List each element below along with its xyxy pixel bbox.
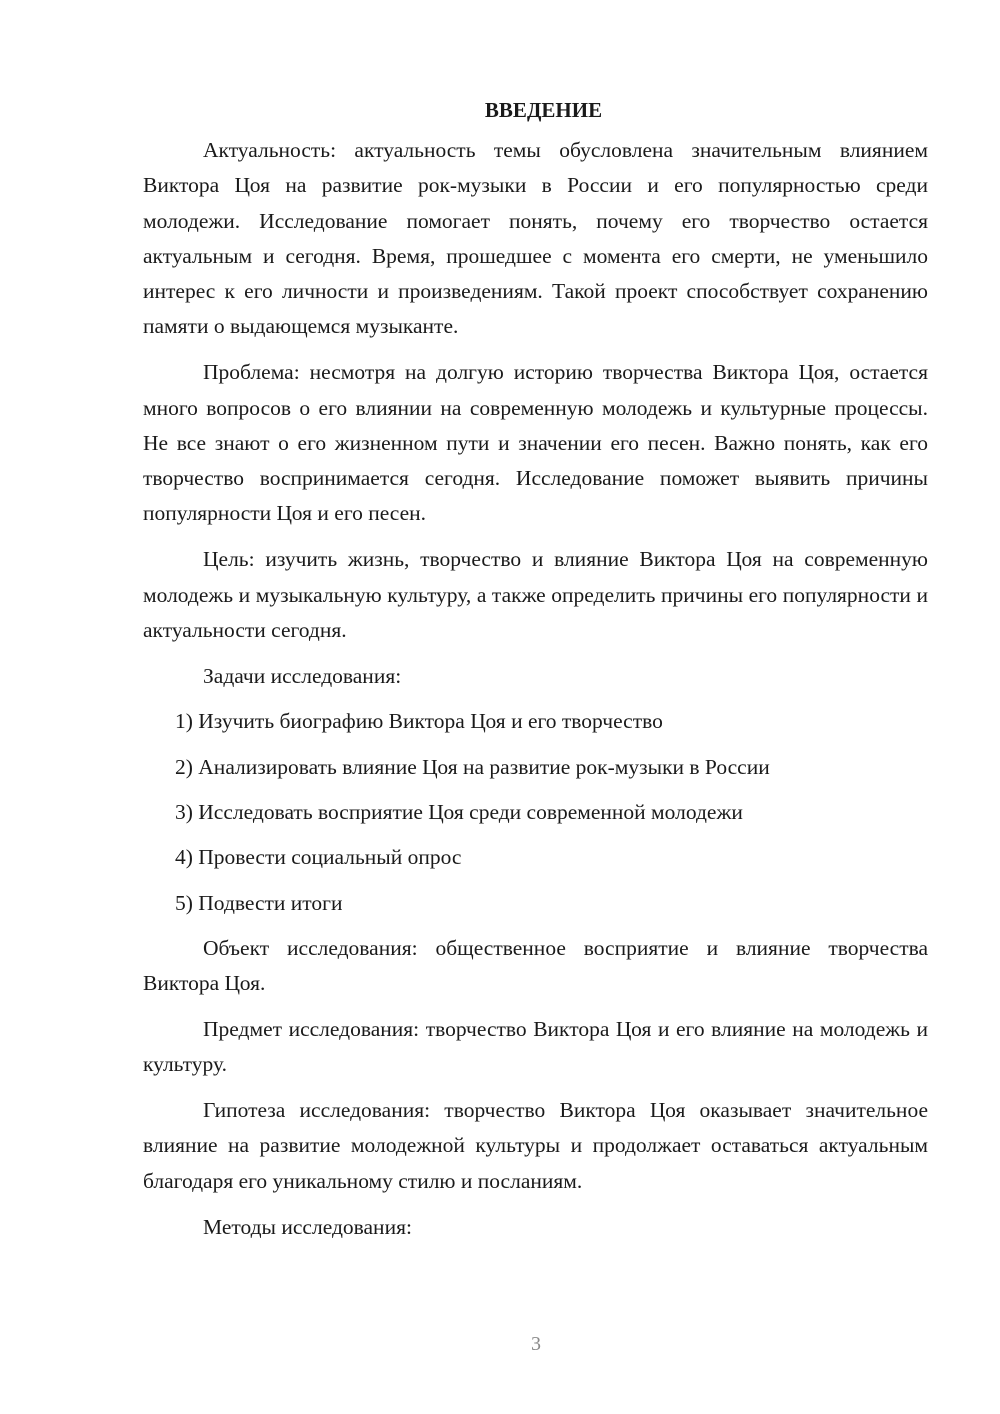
hypothesis-paragraph: Гипотеза исследования: творчество Виктора Цоя оказывает значительное влияние на развитие молодежной культуры и продолжает оставаться актуальным благодаря его уникальному стилю и посланиям.: [143, 1098, 928, 1193]
page-number: 3: [531, 1333, 541, 1355]
methods-paragraph: Методы исследования:: [203, 1214, 412, 1239]
page-title: ВВЕДЕНИЕ: [484, 98, 603, 122]
list-item: 5) Подвести итоги: [175, 890, 343, 915]
goal-paragraph: Цель: изучить жизнь, творчество и влияние Виктора Цоя на современную молодежь и музыкальную культуру, а также определить причины его популярности и актуальности сегодня.: [143, 547, 928, 642]
object-paragraph: Объект исследования: общественное восприятие и влияние творчества Виктора Цоя.: [143, 935, 928, 996]
document-page: [143, 95, 928, 1255]
list-item: 1) Изучить биографию Виктора Цоя и его творчество: [175, 709, 663, 734]
list-item: 3) Исследовать восприятие Цоя среди современной молодежи: [175, 800, 743, 825]
relevance-paragraph: Актуальность: актуальность темы обусловлена значительным влиянием Виктора Цоя на развитие рок-музыки в России и его популярностью среди молодежи. Исследование помогает понять, почему его творчество остается актуальным и сегодня. Время, прошедшее с момента его смерти, не уменьшило интерес к его личности и произведениям. Такой проект способствует сохранению памяти о выдающемся музыканте.: [143, 138, 928, 339]
subject-paragraph: Предмет исследования: творчество Виктора Цоя и его влияние на молодежь и культуру.: [143, 1017, 928, 1077]
list-item: 4) Провести социальный опрос: [175, 845, 462, 870]
tasks-list: [143, 704, 928, 920]
list-item: 2) Анализировать влияние Цоя на развитие рок-музыки в России: [175, 754, 770, 779]
tasks-title: Задачи исследования:: [203, 663, 402, 688]
problem-paragraph: Проблема: несмотря на долгую историю творчества Виктора Цоя, остается много вопросов о его влиянии на современную молодежь и культурные процессы. Не все знают о его жизненном пути и значении его песен. Важно понять, как его творчество воспринимается сегодня. Исследование поможет выявить причины популярности Цоя и его песен.: [143, 360, 928, 526]
